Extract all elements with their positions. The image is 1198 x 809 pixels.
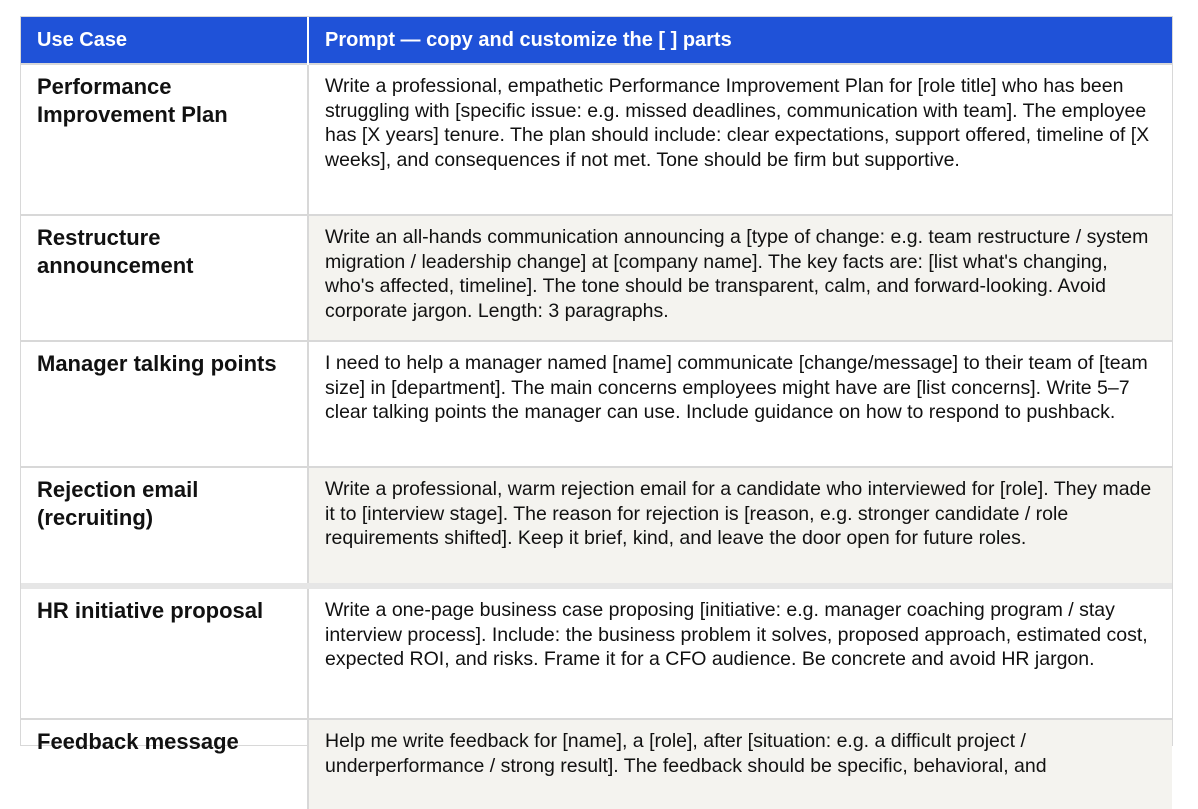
prompt-cell: Write a one-page business case proposing [initiative: e.g. manager coaching program / stay interview process]. Include: the business problem it solves, proposed approach, estimated cost, expected ROI, and risks. Frame it for a CFO audience. Be concrete and avoid HR jargon. — [325, 599, 1148, 670]
use-case-cell: Rejection email (recruiting) — [37, 477, 199, 530]
use-case-cell: Manager talking points — [37, 351, 277, 376]
table-row — [21, 341, 1172, 467]
header-prompt: Prompt — copy and customize the [ ] parts — [308, 17, 1172, 64]
prompt-cell: I need to help a manager named [name] communicate [change/message] to their team of [team size] in [department]. The main concerns employees might have are [list concerns]. Write 5–7 clear talking points the manager can use. Include guidance on how to respond to pushback. — [325, 352, 1148, 423]
use-case-cell: Feedback message — [37, 729, 239, 754]
prompt-table — [20, 16, 1173, 777]
prompt-cell: Help me write feedback for [name], a [role], after [situation: e.g. a difficult project / underperformance / strong result]. The feedback should be specific, behavioral, and — [325, 730, 1047, 777]
prompt-cell: Write an all-hands communication announcing a [type of change: e.g. team restructure / system migration / leadership change] at [company name]. The key facts are: [list what's changing, who's affected, timeline]. The tone should be transparent, calm, and forward-looking. Avoid corporate jargon. Length: 3 paragraphs. — [325, 226, 1149, 322]
prompt-cell: Write a professional, warm rejection email for a candidate who interviewed for [role]. They made it to [interview stage]. The reason for rejection is [reason, e.g. stronger candidate / role requirements shifted]. Keep it brief, kind, and leave the door open for future roles. — [325, 478, 1152, 549]
use-case-cell: HR initiative proposal — [37, 598, 264, 623]
header-row — [21, 17, 1172, 64]
table-row — [21, 467, 1172, 586]
use-case-cell: Restructure announcement — [37, 225, 194, 278]
table-row — [21, 719, 1172, 809]
use-case-cell: Performance Improvement Plan — [37, 74, 228, 127]
table-row — [21, 586, 1172, 719]
use-case-table — [21, 17, 1172, 809]
prompt-cell: Write a professional, empathetic Performance Improvement Plan for [role title] who has been struggling with [specific issue: e.g. missed deadlines, communication with team]. The employee has [X years] tenure. The plan should include: clear expectations, support offered, timeline of [X weeks], and consequences if not met. Tone should be firm but supportive. — [325, 75, 1150, 171]
table-row — [21, 215, 1172, 341]
header-use-case: Use Case — [21, 17, 308, 64]
table-row — [21, 64, 1172, 215]
